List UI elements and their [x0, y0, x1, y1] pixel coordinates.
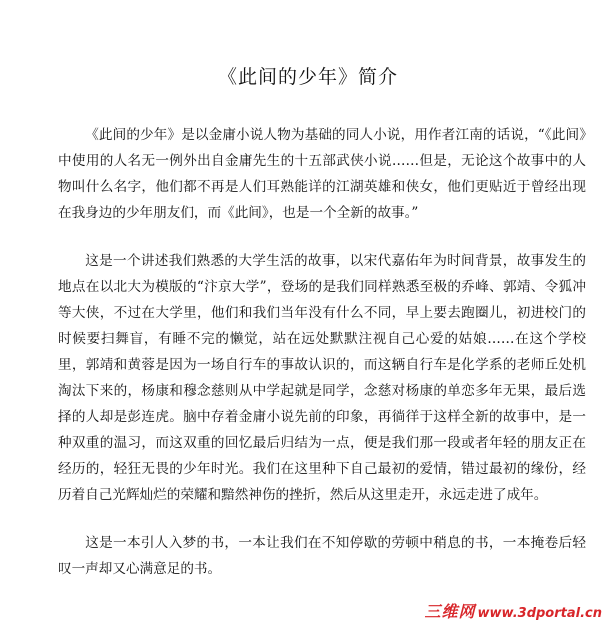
watermark-site-name: 三维网: [424, 602, 476, 621]
article-body: [58, 122, 586, 604]
watermark-url: www.3dportal.cn: [477, 606, 602, 621]
site-watermark: [425, 599, 603, 622]
page-title: 《此间的少年》简介: [217, 66, 398, 88]
paragraph-closing: 这是一本引人入梦的书，一本让我们在不知停歇的劳顿中稍息的书，一本掩卷后轻叹一声却又心满意足的书。: [58, 535, 586, 577]
paragraph-intro: 《此间的少年》是以金庸小说人物为基础的同人小说，用作者江南的话说，“《此间》中使用的人名无一例外出自金庸先生的十五部武侠小说……但是，无论这个故事中的人物叫什么名字，他们都不再是人们耳熟能详的江湖英雄和侠女，他们更贴近于曾经出现在我身边的少年朋友们，而《此间》，也是一个全新的故事。”: [58, 127, 586, 221]
paragraph-story: 这是一个讲述我们熟悉的大学生活的故事，以宋代嘉佑年为时间背景，故事发生的地点在以北大为模版的“汴京大学”，登场的是我们同样熟悉至极的乔峰、郭靖、令狐冲等大侠，不过在大学里，他们和我们当年没有什么不同，早上要去跑圈儿，初进校门的时候要扫舞盲，有睡不完的懒觉，站在远处默默注视自己心爱的姑娘……在这个学校里，郭靖和黄蓉是因为一场自行车的事故认识的，而这辆自行车是化学系的老师丘处机淘汰下来的，杨康和穆念慈则从中学起就是同学，念慈对杨康的单恋多年无果，最后选择的人却是彭连虎。脑中存着金庸小说先前的印象，再徜徉于这样全新的故事中，是一种双重的温习，而这双重的回忆最后归结为一点，便是我们那一段或者年轻的朋友正在经历的，轻狂无畏的少年时光。我们在这里种下自己最初的爱情，错过最初的缘份，经历着自己光辉灿烂的荣耀和黯然神伤的挫折，然后从这里走开，永远走进了成年。: [58, 253, 586, 503]
